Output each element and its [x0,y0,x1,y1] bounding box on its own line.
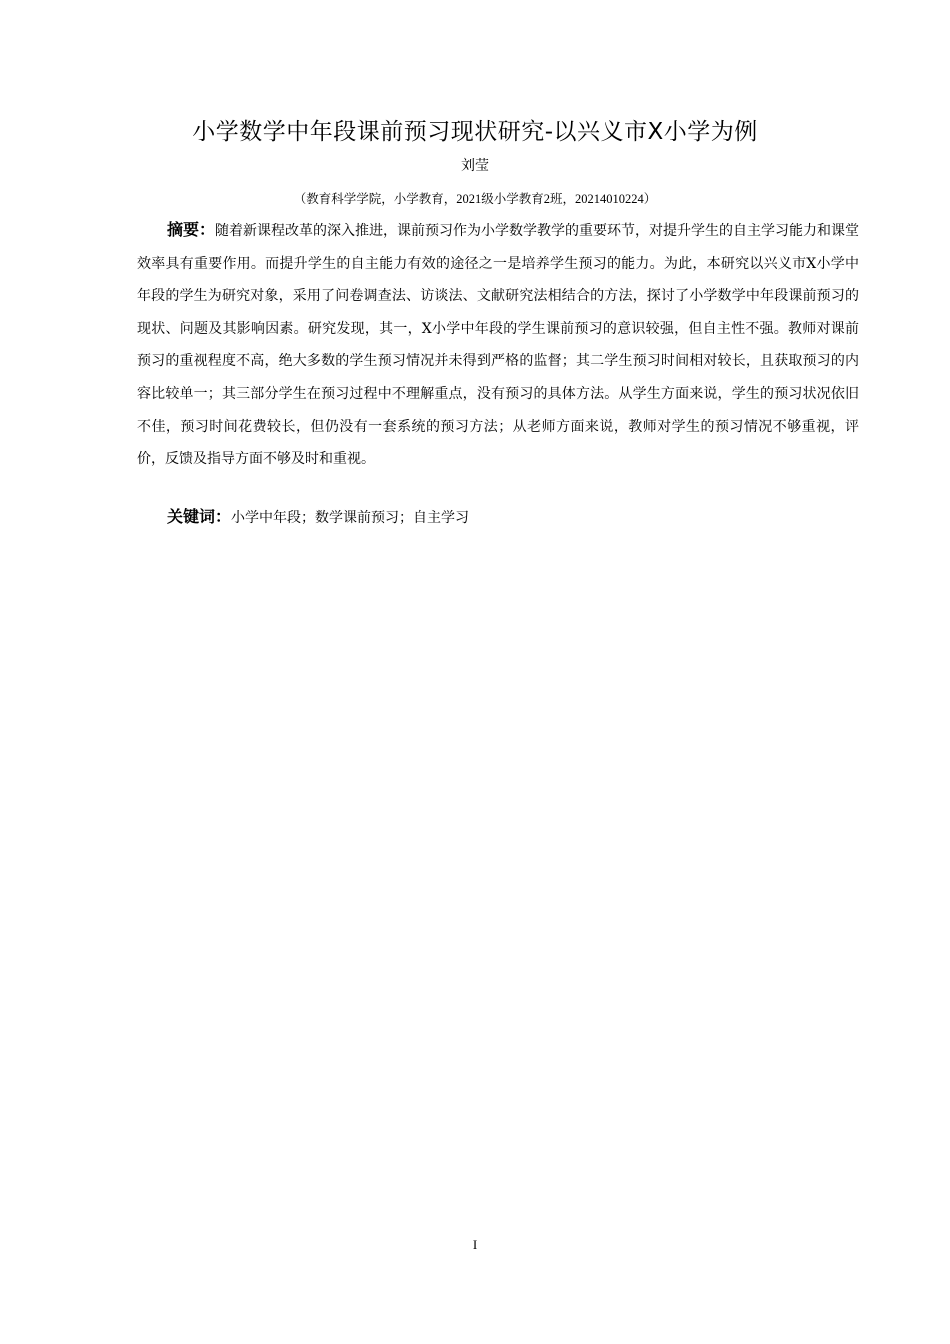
keywords-paragraph [137,501,859,534]
abstract-paragraph [137,214,859,476]
author-affiliation: （教育科学学院，小学教育，2021级小学教育2班，20214010224） [293,192,657,206]
abstract-text: 随着新课程改革的深入推进，课前预习作为小学数学教学的重要环节，对提升学生的自主学习能力和课堂效率具有重要作用。而提升学生的自主能力有效的途径之一是培养学生预习的能力。为此，本研究以兴义市X小学中年段的学生为研究对象，采用了问卷调查法、访谈法、文献研究法相结合的方法，探讨了小学数学中年段课前预习的现状、问题及其影响因素。研究发现，其一，X小学中年段的学生课前预习的意识较强，但自主性不强。教师对课前预习的重视程度不高，绝大多数的学生预习情况并未得到严格的监督；其二学生预习时间相对较长，且获取预习的内容比较单一；其三部分学生在预习过程中不理解重点，没有预习的具体方法。从学生方面来说，学生的预习状况依旧不佳，预习时间花费较长，但仍没有一套系统的预习方法；从老师方面来说，教师对学生的预习情况不够重视，评价，反馈及指导方面不够及时和重视。 [137,223,860,468]
keywords-label: 关键词： [167,507,232,526]
paper-title: 小学数学中年段课前预习现状研究-以兴义市X小学为例 [192,119,758,145]
page-number: I [472,1237,478,1252]
keywords-text: 小学中年段；数学课前预习；自主学习 [231,510,470,526]
abstract-label: 摘要： [167,220,216,239]
author-name: 刘莹 [461,158,489,174]
